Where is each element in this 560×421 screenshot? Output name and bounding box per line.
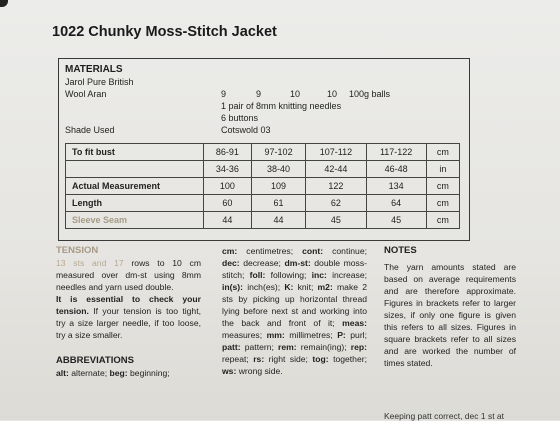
table-cell: 62 <box>306 195 366 212</box>
pattern-instruction-fragment: Keeping patt correct, dec 1 st at <box>384 411 505 421</box>
materials-heading: MATERIALS <box>65 64 123 75</box>
table-cell: cm <box>426 195 459 212</box>
table-cell: 100 <box>204 178 252 195</box>
table-cell: cm <box>426 178 459 195</box>
abbr-value: make 2 sts by picking up horizontal thread lying before next st and working into the back and front of it; <box>222 282 367 328</box>
abbr-value: beginning; <box>127 368 170 378</box>
tension-essential-bold: It is essential to check your tension. <box>56 294 201 316</box>
table-cell: 117-122 <box>366 144 426 161</box>
notes-column <box>384 245 516 369</box>
abbr-value: measures; <box>222 330 267 340</box>
pattern-title: 1022 Chunky Moss-Stitch Jacket <box>52 24 277 40</box>
table-cell: 38-40 <box>251 161 305 178</box>
table-row <box>66 212 460 229</box>
abbr-key: dec: <box>222 258 240 268</box>
yarn-qty-2: 9 <box>256 89 262 99</box>
table-cell: 64 <box>366 195 426 212</box>
table-cell: 60 <box>204 195 252 212</box>
abbr-value: right side; <box>264 354 313 364</box>
abbr-key: inc: <box>311 270 327 280</box>
row-label: Sleeve Seam <box>66 212 204 229</box>
abbr-key: P: <box>337 330 346 340</box>
abbr-value: wrong side. <box>236 366 283 376</box>
table-cell: 44 <box>251 212 305 229</box>
table-cell: 86-91 <box>204 144 252 161</box>
abbr-value: following; <box>265 270 312 280</box>
abbr-value: alternate; <box>68 368 110 378</box>
abbr-key: K: <box>284 282 294 292</box>
abbr-value: decrease; <box>239 258 285 268</box>
abbr-key: beg: <box>109 368 128 378</box>
table-cell: 97-102 <box>251 144 305 161</box>
yarn-qty-1: 9 <box>221 89 227 99</box>
abbr-key: patt: <box>222 342 241 352</box>
table-cell: cm <box>426 144 459 161</box>
abbr-value: double moss-stitch; <box>222 258 367 280</box>
abbr-key: rep: <box>350 342 367 352</box>
tension-body: rows to 10 cm measured over dm-st using 8mm needles and yarn used double. <box>56 258 201 292</box>
yarn-qty-3: 10 <box>290 89 301 99</box>
buttons-line: 6 buttons <box>221 113 259 123</box>
table-cell: in <box>426 161 459 178</box>
abbreviations-heading: ABBREVIATIONS <box>56 355 134 366</box>
table-cell: 42-44 <box>306 161 366 178</box>
table-cell: 44 <box>204 212 252 229</box>
table-cell: 134 <box>366 178 426 195</box>
table-cell: 45 <box>366 212 426 229</box>
tension-text <box>56 257 201 293</box>
abbr-key: foll: <box>249 270 266 280</box>
size-table <box>65 143 460 229</box>
abbreviations-col1 <box>56 367 201 379</box>
row-label: Length <box>66 195 204 212</box>
table-cell: 122 <box>306 178 366 195</box>
notes-heading: NOTES <box>384 245 417 256</box>
row-label: To fit bust <box>66 144 204 161</box>
abbr-key: in(s): <box>222 282 244 292</box>
table-cell: 46-48 <box>366 161 426 178</box>
abbr-value: remain(ing); <box>296 342 351 352</box>
yarn-unit: 100g balls <box>349 89 391 99</box>
abbr-value: together; <box>328 354 367 364</box>
abbr-value: millimetres; <box>284 330 338 340</box>
table-cell: 107-112 <box>306 144 366 161</box>
abbr-value: repeat; <box>222 354 254 364</box>
row-label <box>66 161 204 178</box>
abbr-value: increase; <box>326 270 367 280</box>
abbr-value: centimetres; <box>237 246 303 256</box>
abbr-value: knit; <box>293 282 318 292</box>
table-row <box>66 178 460 195</box>
tension-faded-text: 13 sts and 17 <box>56 258 124 268</box>
shade-label: Shade Used <box>65 125 115 135</box>
table-cell: 61 <box>251 195 305 212</box>
abbr-value: purl; <box>345 330 367 340</box>
abbr-key: mm: <box>266 330 285 340</box>
yarn-name-line2: Wool Aran <box>65 89 107 99</box>
tension-heading: TENSION <box>56 245 99 256</box>
notes-body: The yarn amounts stated are based on average requirements and are therefore approximate. Figures in brackets refer to larger sizes, if only one figure is given this refers to all sizes. Figures in square brackets refer to all sizes and are worked the number of times stated. <box>384 262 516 368</box>
yarn-qty-4: 10 <box>327 89 338 99</box>
abbr-key: meas: <box>342 318 367 328</box>
table-cell: cm <box>426 212 459 229</box>
tension-essential <box>56 293 201 341</box>
abbr-key: alt: <box>56 368 69 378</box>
needles-line: 1 pair of 8mm knitting needles <box>221 101 342 111</box>
abbr-key: rs: <box>253 354 265 364</box>
yarn-name-line1: Jarol Pure British <box>65 77 134 87</box>
abbreviations-col2 <box>222 245 367 377</box>
abbr-key: dm-st: <box>284 258 311 268</box>
abbr-key: cm: <box>222 246 238 256</box>
abbr-value: inch(es); <box>243 282 285 292</box>
corner-mark <box>0 0 8 7</box>
shade-value: Cotswold 03 <box>221 125 271 135</box>
table-cell: 109 <box>251 178 305 195</box>
abbr-value: pattern; <box>240 342 279 352</box>
abbr-key: ws: <box>222 366 237 376</box>
tension-essential-rest: If your tension is too tight, try a size larger needle, if too loose, try a size smaller. <box>56 306 201 340</box>
table-row <box>66 144 460 161</box>
abbr-key: cont: <box>302 246 324 256</box>
abbreviations-column <box>222 245 367 377</box>
table-cell: 34-36 <box>204 161 252 178</box>
abbr-key: tog: <box>312 354 329 364</box>
abbr-value: continue; <box>323 246 367 256</box>
table-row <box>66 195 460 212</box>
table-cell: 45 <box>306 212 366 229</box>
abbr-key: m2: <box>317 282 333 292</box>
abbr-key: rem: <box>278 342 297 352</box>
row-label: Actual Measurement <box>66 178 204 195</box>
table-row <box>66 161 460 178</box>
tension-column <box>56 245 201 379</box>
